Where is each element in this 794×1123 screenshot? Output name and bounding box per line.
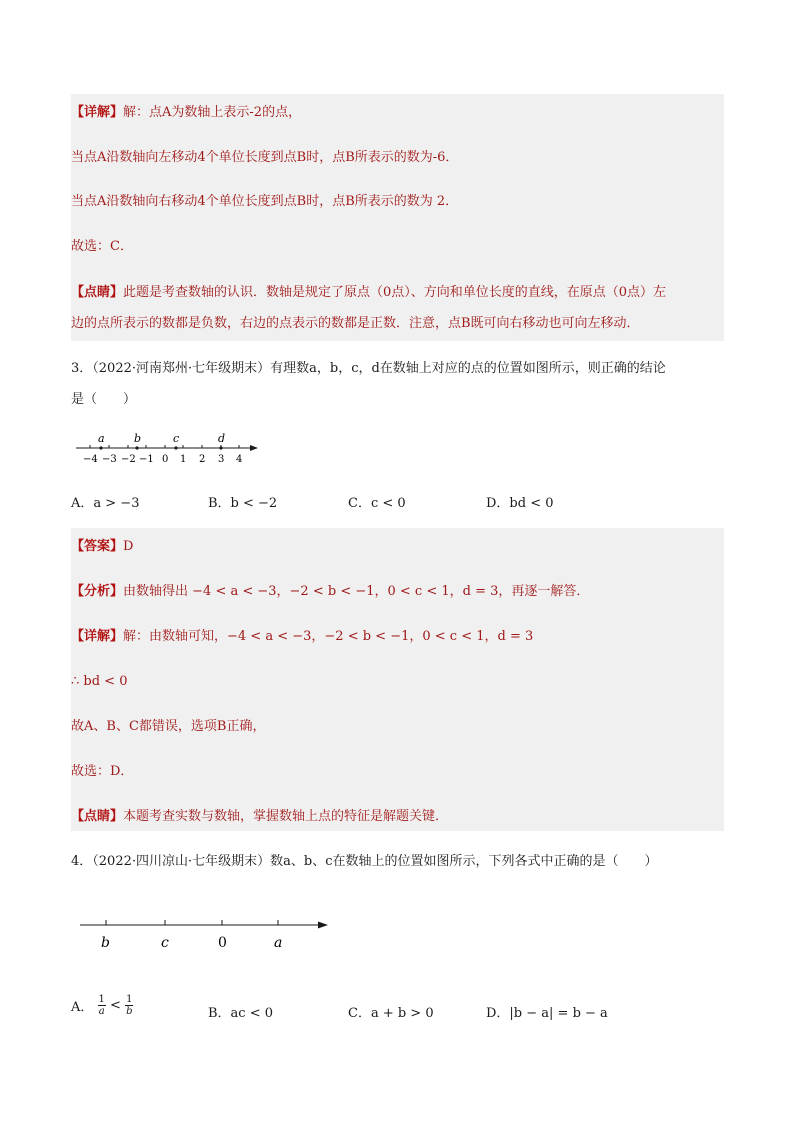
- q3-point-b: [135, 446, 138, 449]
- answer-value: D: [123, 539, 134, 554]
- less-than-sign: <: [110, 998, 121, 1013]
- q3-option-b: B．b < −2: [208, 496, 278, 511]
- detail-tag: 【详解】: [71, 629, 124, 644]
- q3-label-a: a: [98, 432, 105, 445]
- q3-detail-line: [71, 627, 724, 647]
- q4-number-line: [78, 912, 334, 954]
- answer-tag: 【答案】: [71, 539, 124, 554]
- q3-axis-arrow: [250, 445, 258, 451]
- detail-tag: 【详解】: [71, 105, 124, 120]
- q3-stem-line-1: 3．（2022·河南郑州·七年级期末）有理数a，b，c，d在数轴上对应的点的位置如图所示，则正确的结论: [71, 361, 666, 376]
- comment-tag: 【点睛】: [71, 285, 124, 300]
- detail-line-2: 当点A沿数轴向左移动4个单位长度到点B时，点B所表示的数为-6．: [71, 150, 459, 165]
- comment-tag: 【点睛】: [71, 809, 124, 824]
- q3-option-a: A．a > −3: [71, 496, 140, 511]
- q4-fraction-1-over-a: [98, 994, 106, 1017]
- analysis-tag: 【分析】: [71, 584, 124, 599]
- detail-line-1: [71, 103, 724, 123]
- solution-block-shaded: [71, 94, 724, 341]
- q4-label-zero: 0: [218, 935, 227, 951]
- q4-label-c: c: [161, 935, 169, 951]
- q3-label-c: c: [173, 432, 180, 445]
- q4-option-d: D．|b − a| = b − a: [486, 1006, 608, 1021]
- q3-therefore-line: ∴ bd < 0: [71, 674, 128, 689]
- comment-text-1: 此题是考查数轴的认识．数轴是规定了原点（0点）、方向和单位长度的直线，在原点（0点）左: [123, 285, 667, 300]
- q4-option-c: C．a + b > 0: [348, 1006, 434, 1021]
- q4-ticks: [106, 920, 278, 925]
- q4-option-a: [71, 994, 133, 1017]
- q3-analysis-line: [71, 582, 724, 602]
- q3-choice-line: 故选：D．: [71, 764, 134, 779]
- q4-option-a-prefix: A．: [71, 1000, 94, 1015]
- choice-line: 故选：C．: [71, 239, 133, 254]
- q3-conclusion-line: 故A、B、C都错误，选项B正确，: [71, 719, 266, 734]
- q3-tick-label: −3: [102, 454, 117, 465]
- q3-tick-labels: [83, 454, 242, 465]
- comment-line-1: [71, 283, 724, 303]
- comment-line-2: 边的点所表示的数都是负数，右边的点表示的数都是正数．注意，点B既可向右移动也可向左移动．: [71, 316, 640, 331]
- q3-label-b: b: [134, 432, 142, 445]
- q3-tick-label: 4: [236, 454, 243, 465]
- q3-option-c: C．c < 0: [348, 496, 406, 511]
- q3-comment-line: [71, 807, 724, 827]
- detail-line-3: 当点A沿数轴向右移动4个单位长度到点B时，点B所表示的数为 2．: [71, 194, 459, 209]
- q3-tick-label: −2: [121, 454, 136, 465]
- q3-stem-line-2: 是（ ）: [71, 392, 137, 407]
- q3-tick-label: 2: [199, 454, 206, 465]
- q3-point-a: [99, 446, 102, 449]
- q3-tick-label: 1: [180, 454, 187, 465]
- q3-answer-line: [71, 537, 724, 557]
- analysis-text: 由数轴得出 −4 < a < −3，−2 < b < −1，0 < c < 1，d = 3，再逐一解答．: [123, 584, 590, 599]
- detail-text-1: 解：点A为数轴上表示-2的点，: [123, 105, 302, 120]
- q4-stem-line: 4．（2022·四川凉山·七年级期末）数a、b、c在数轴上的位置如图所示，下列各式中正确的是（ ）: [71, 854, 658, 869]
- q3-number-line: [72, 430, 262, 466]
- q3-point-c: [174, 446, 177, 449]
- q3-point-d: [219, 446, 222, 449]
- comment-text: 本题考查实数与数轴，掌握数轴上点的特征是解题关键．: [123, 809, 449, 824]
- q4-axis-arrow: [318, 922, 328, 929]
- q3-tick-label: −4: [83, 454, 98, 465]
- q3-option-d: D．bd < 0: [486, 496, 554, 511]
- q3-label-d: d: [218, 432, 226, 445]
- q3-tick-label: 3: [218, 454, 225, 465]
- fraction-numerator: 1: [126, 994, 133, 1005]
- fraction-denominator: b: [126, 1006, 133, 1017]
- q4-label-a: a: [274, 935, 283, 951]
- q3-tick-label: 0: [162, 454, 169, 465]
- q3-tick-label: −1: [139, 454, 154, 465]
- fraction-numerator: 1: [98, 994, 105, 1005]
- q4-option-b: B．ac < 0: [208, 1006, 274, 1021]
- detail-text: 解：由数轴可知，−4 < a < −3，−2 < b < −1，0 < c < 1，d = 3: [123, 629, 534, 644]
- q4-fraction-1-over-b: [125, 994, 133, 1017]
- q4-label-b: b: [101, 935, 110, 951]
- fraction-denominator: a: [98, 1006, 105, 1017]
